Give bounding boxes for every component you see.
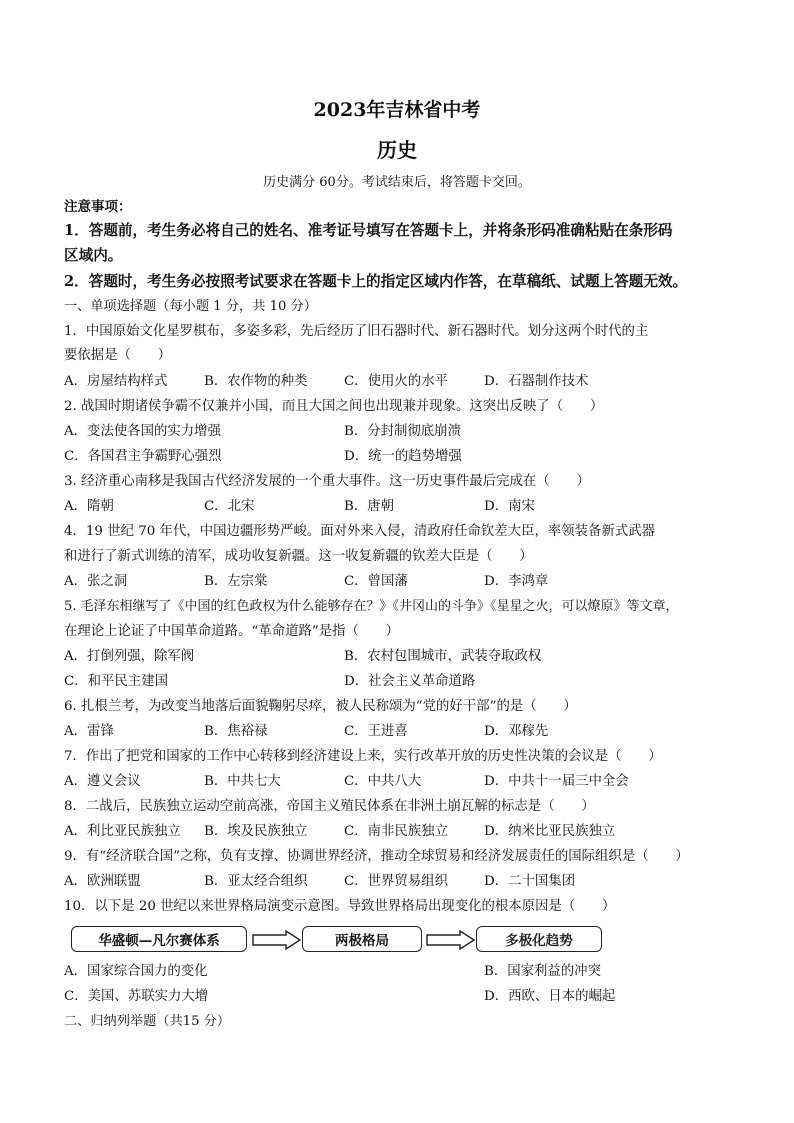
question-9-option-c: C．世界贸易组织 xyxy=(344,874,448,889)
diagram-arrow-1 xyxy=(252,930,302,950)
question-9-option-a: A．欧洲联盟 xyxy=(64,874,141,889)
question-2-option-c: C．各国君主争霸野心强烈 xyxy=(64,449,222,464)
question-7-option-b: B．中共七大 xyxy=(204,774,281,789)
section-1-heading: 一、单项选择题（每小题 1 分，共 10 分） xyxy=(64,299,317,314)
diagram-box-multipolar: 多极化趋势 xyxy=(476,926,602,952)
section-2-heading: 二、归纳列举题（共15 分） xyxy=(64,1014,231,1029)
question-4-option-a: A．张之洞 xyxy=(64,574,128,589)
question-8-stem: 8．二战后，民族独立运动空前高涨，帝国主义殖民体系在非洲土崩瓦解的标志是（ ） xyxy=(64,799,595,814)
question-4-option-d: D．李鸿章 xyxy=(484,574,549,589)
question-9-option-d: D．二十国集团 xyxy=(484,874,576,889)
question-2-option-b: B．分封制彻底崩溃 xyxy=(344,424,461,439)
question-4-option-b: B．左宗棠 xyxy=(204,574,268,589)
question-6-option-c: C．王进喜 xyxy=(344,724,408,739)
question-3-option-a: A．隋朝 xyxy=(64,499,114,514)
question-5-option-c: C．和平民主建国 xyxy=(64,674,168,689)
question-6-option-d: D．邓稼先 xyxy=(484,724,549,739)
diagram-box-washington-versailles: 华盛顿—凡尔赛体系 xyxy=(71,926,247,952)
question-5-stem-line-2: 在理论上论证了中国革命道路。“革命道路”是指（ ） xyxy=(64,624,400,639)
question-9-option-b: B．亚太经合组织 xyxy=(204,874,308,889)
question-5-option-b: B．农村包围城市，武装夺取政权 xyxy=(344,649,542,664)
question-7-option-a: A．遵义会议 xyxy=(64,774,141,789)
notice-item-2: 2．答题时，考生务必按照考试要求在答题卡上的指定区域内作答，在草稿纸、试题上答题无效。 xyxy=(64,273,688,290)
question-9-stem: 9．有“经济联合国”之称，负有支撑、协调世界经济，推动全球贸易和经济发展责任的国际组织是（ ） xyxy=(64,849,689,864)
exam-note: 历史满分 60分。考试结束后，将答题卡交回。 xyxy=(263,175,531,190)
question-3-option-d: D．南宋 xyxy=(484,499,535,514)
question-8-option-a: A．利比亚民族独立 xyxy=(64,824,181,839)
exam-title: 2023年吉林省中考 xyxy=(313,99,481,121)
question-2-stem: 2. 战国时期诸侯争霸不仅兼并小国，而且大国之间也出现兼并现象。这突出反映了（ ） xyxy=(64,399,604,414)
question-10-option-d: D．西欧、日本的崛起 xyxy=(484,989,616,1004)
question-8-option-b: B．埃及民族独立 xyxy=(204,824,308,839)
question-10-option-c: C．美国、苏联实力大增 xyxy=(64,989,209,1004)
question-5-option-d: D．社会主义革命道路 xyxy=(344,674,476,689)
question-6-stem: 6. 扎根兰考，为改变当地落后面貌鞠躬尽瘁，被人民称颂为“党的好干部”的是（ ） xyxy=(64,699,577,714)
notice-item-1-line-1: 1．答题前，考生务必将自己的姓名、准考证号填写在答题卡上，并将条形码准确粘贴在条形码 xyxy=(64,222,673,239)
question-4-stem-line-1: 4．19 世纪 70 年代，中国边疆形势严峻。面对外来入侵，清政府任命钦差大臣，率领装备新式武器 xyxy=(64,524,655,539)
notice-heading: 注意事项： xyxy=(64,199,132,215)
question-6-option-a: A．雷锋 xyxy=(64,724,114,739)
question-2-option-a: A．变法使各国的实力增强 xyxy=(64,424,221,439)
question-4-option-c: C．曾国藩 xyxy=(344,574,408,589)
question-1-option-d: D．石器制作技术 xyxy=(484,374,589,389)
question-7-option-d: D．中共十一届三中全会 xyxy=(484,774,629,789)
question-6-option-b: B．焦裕禄 xyxy=(204,724,268,739)
question-1-option-a: A．房屋结构样式 xyxy=(64,374,168,389)
question-5-option-a: A．打倒列强，除军阀 xyxy=(64,649,195,664)
question-7-stem: 7．作出了把党和国家的工作中心转移到经济建设上来，实行改革开放的历史性决策的会议是（ ） xyxy=(64,749,662,764)
question-3-option-b: B．唐朝 xyxy=(344,499,395,514)
question-1-option-c: C．使用火的水平 xyxy=(344,374,448,389)
notice-item-1-line-2: 区域内。 xyxy=(64,247,123,264)
diagram-arrow-2 xyxy=(426,930,476,950)
question-10-option-a: A．国家综合国力的变化 xyxy=(64,964,208,979)
question-8-option-d: D．纳米比亚民族独立 xyxy=(484,824,616,839)
diagram-box-bipolar: 两极格局 xyxy=(302,926,422,952)
question-5-stem-line-1: 5. 毛泽东相继写了《中国的红色政权为什么能够存在？》《井冈山的斗争》《星星之火，可以燎原》等文章， xyxy=(64,599,679,614)
question-1-option-b: B．农作物的种类 xyxy=(204,374,308,389)
question-10-option-b: B．国家利益的冲突 xyxy=(484,964,601,979)
question-1-stem-line-1: 1．中国原始文化星罗棋布，多姿多彩，先后经历了旧石器时代、新石器时代。划分这两个时代的主 xyxy=(64,324,649,339)
question-3-option-c: C．北宋 xyxy=(204,499,255,514)
question-2-option-d: D．统一的趋势增强 xyxy=(344,449,462,464)
question-4-stem-line-2: 和进行了新式训练的清军，成功收复新疆。这一收复新疆的钦差大臣是（ ） xyxy=(64,549,533,564)
question-7-option-c: C．中共八大 xyxy=(344,774,422,789)
subject-title: 历史 xyxy=(377,138,417,162)
question-3-stem: 3. 经济重心南移是我国古代经济发展的一个重大事件。这一历史事件最后完成在（ ） xyxy=(64,474,590,489)
question-1-stem-line-2: 要依据是（ ） xyxy=(64,348,172,363)
question-8-option-c: C．南非民族独立 xyxy=(344,824,448,839)
question-10-stem: 10．以下是 20 世纪以来世界格局演变示意图。导致世界格局出现变化的根本原因是（ ） xyxy=(64,899,616,914)
